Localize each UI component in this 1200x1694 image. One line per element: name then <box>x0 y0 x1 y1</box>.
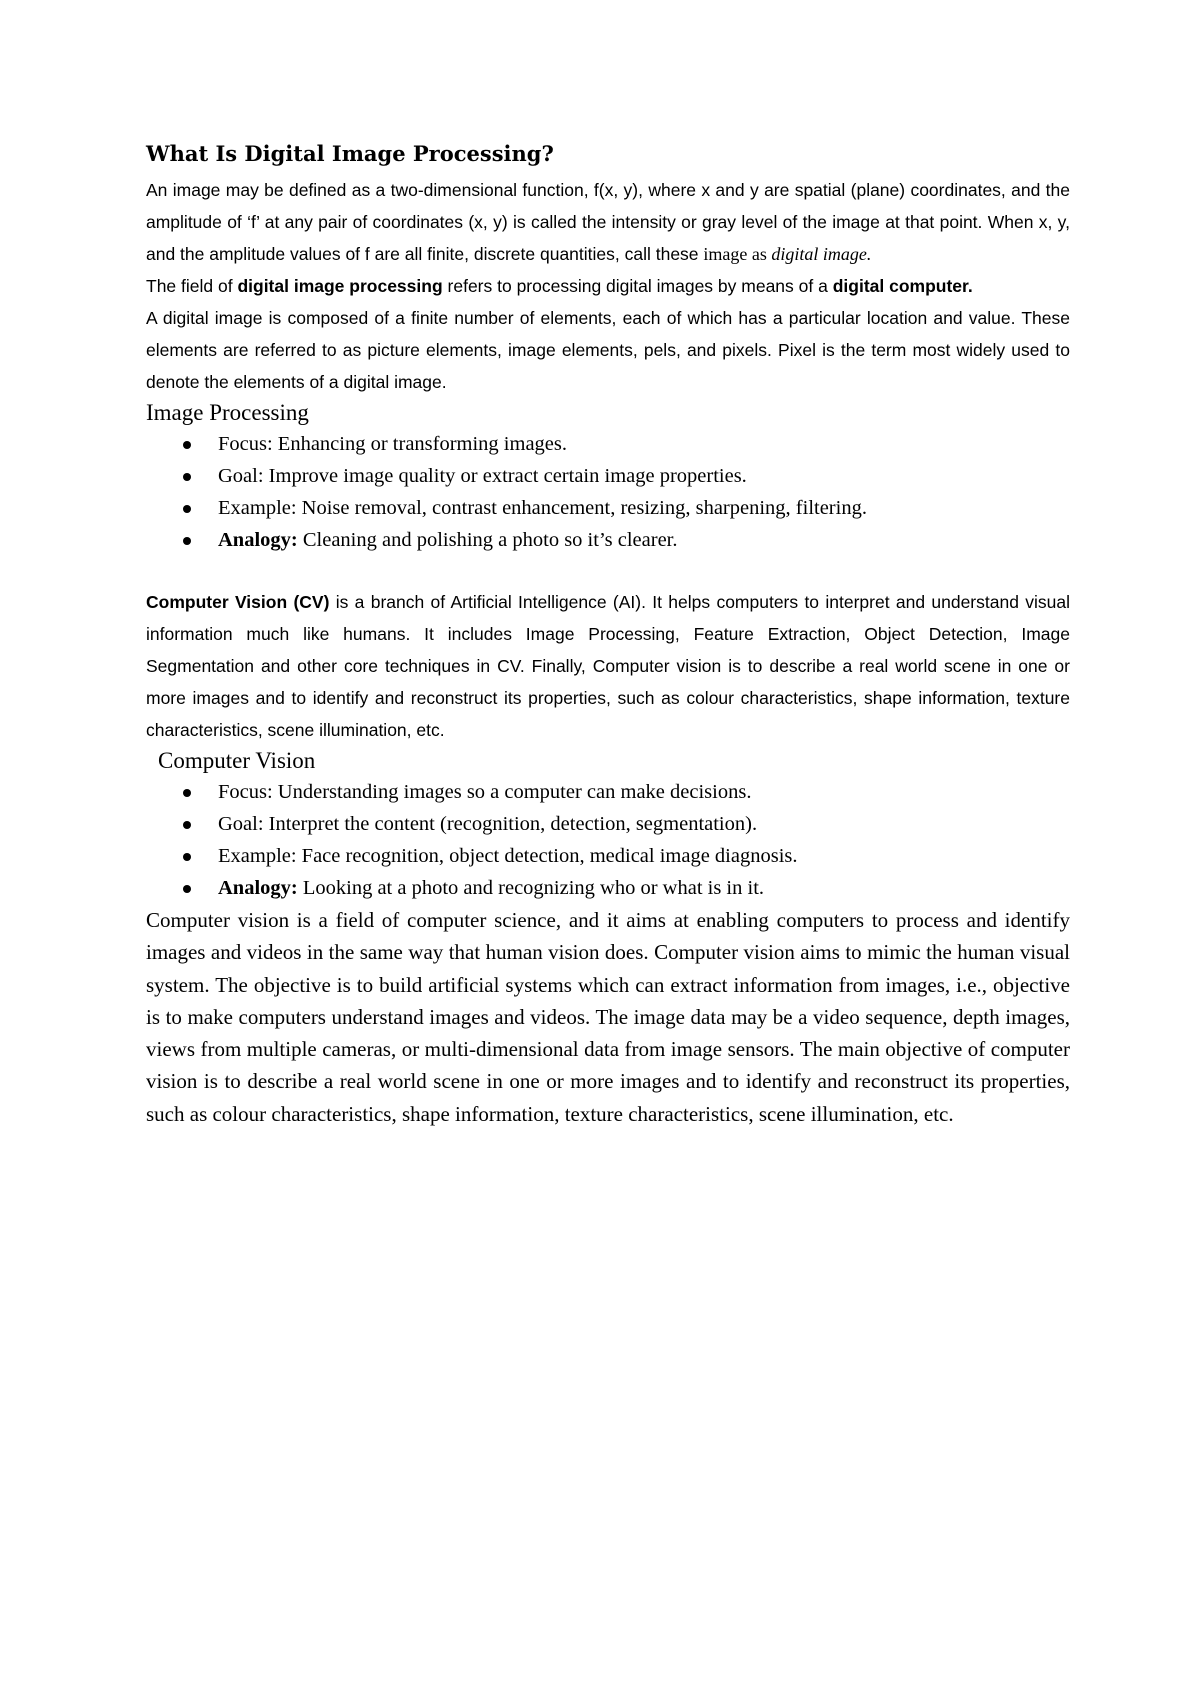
list-item <box>183 460 1070 492</box>
intro-p2-a: The field of <box>146 276 238 296</box>
list-item-bold: Analogy: <box>218 529 298 551</box>
cv-intro-bold: Computer Vision (CV) <box>146 592 330 612</box>
bullet-icon <box>183 537 191 545</box>
computer-vision-heading: Computer Vision <box>158 748 316 773</box>
list-item-text: Example: Face recognition, object detection, medical image diagnosis. <box>218 845 798 867</box>
bullet-icon <box>183 821 191 829</box>
intro-p2-bold-2: digital computer. <box>832 276 973 296</box>
list-item-text: Cleaning and polishing a photo so it’s clearer. <box>297 529 678 551</box>
list-item-text: Focus: Understanding images so a computer can make decisions. <box>218 781 752 803</box>
intro-paragraph-2 <box>146 270 1070 302</box>
cv-intro-paragraph <box>146 586 1070 746</box>
list-item <box>183 492 1070 524</box>
list-item-text: Focus: Enhancing or transforming images. <box>218 433 568 455</box>
list-item-text: Example: Noise removal, contrast enhancement, resizing, sharpening, filtering. <box>218 497 867 519</box>
list-item <box>183 808 1070 840</box>
list-item <box>183 872 1070 904</box>
list-item <box>183 776 1070 808</box>
intro-p1-text: An image may be defined as a two-dimensional function, f(x, y), where x and y are spatial (plane) coordinates, and the amplitude of ‘f’ at any pair of coordinates (x, y) is called the intensity or gray level of the image at that point. When x, y, and the amplitude values of f are all finite, discrete quantities, call these <box>146 180 1070 264</box>
computer-vision-list <box>146 776 1070 904</box>
bullet-icon <box>183 853 191 861</box>
document-page <box>146 140 1070 1130</box>
page-title: What Is Digital Image Processing? <box>146 141 554 166</box>
bullet-icon <box>183 789 191 797</box>
list-item-bold: Analogy: <box>218 877 298 899</box>
list-item-text: Looking at a photo and recognizing who or what is in it. <box>297 877 765 899</box>
list-item <box>183 524 1070 556</box>
intro-p2-bold-1: digital image processing <box>237 276 443 296</box>
list-item-text: Goal: Improve image quality or extract certain image properties. <box>218 465 747 487</box>
intro-p1-serif: image as <box>703 244 772 264</box>
bullet-icon <box>183 473 191 481</box>
image-processing-list <box>146 428 1070 556</box>
bullet-icon <box>183 885 191 893</box>
closing-paragraph: Computer vision is a field of computer science, and it aims at enabling computers to process and identify images and videos in the same way that human vision does. Computer vision aims to mimic the human visual system. The objective is to build artificial systems which can extract information from images, i.e., objective is to make computers understand images and videos. The image data may be a video sequence, depth images, views from multiple cameras, or multi-dimensional data from image sensors. The main objective of computer vision is to describe a real world scene in one or more images and to identify and reconstruct its properties, such as colour characteristics, shape information, texture characteristics, scene illumination, etc. <box>146 908 1070 1126</box>
intro-paragraph-1 <box>146 174 1070 270</box>
intro-p2-c: refers to processing digital images by means of a <box>442 276 833 296</box>
bullet-icon <box>183 505 191 513</box>
intro-paragraph-3: A digital image is composed of a finite number of elements, each of which has a particular location and value. These elements are referred to as picture elements, image elements, pels, and pixels. Pixel is the term most widely used to denote the elements of a digital image. <box>146 308 1070 392</box>
spacer <box>146 556 1070 586</box>
cv-intro-text: is a branch of Artificial Intelligence (AI). It helps computers to interpret and understand visual information much like humans. It includes Image Processing, Feature Extraction, Object Detection, Image Segmentation and other core techniques in CV. Finally, Computer vision is to describe a real world scene in one or more images and to identify and reconstruct its properties, such as colour characteristics, shape information, texture characteristics, scene illumination, etc. <box>146 592 1070 740</box>
list-item-text: Goal: Interpret the content (recognition, detection, segmentation). <box>218 813 758 835</box>
list-item <box>183 840 1070 872</box>
image-processing-heading: Image Processing <box>146 400 309 425</box>
intro-p1-italic: digital image. <box>771 244 872 264</box>
list-item <box>183 428 1070 460</box>
bullet-icon <box>183 441 191 449</box>
